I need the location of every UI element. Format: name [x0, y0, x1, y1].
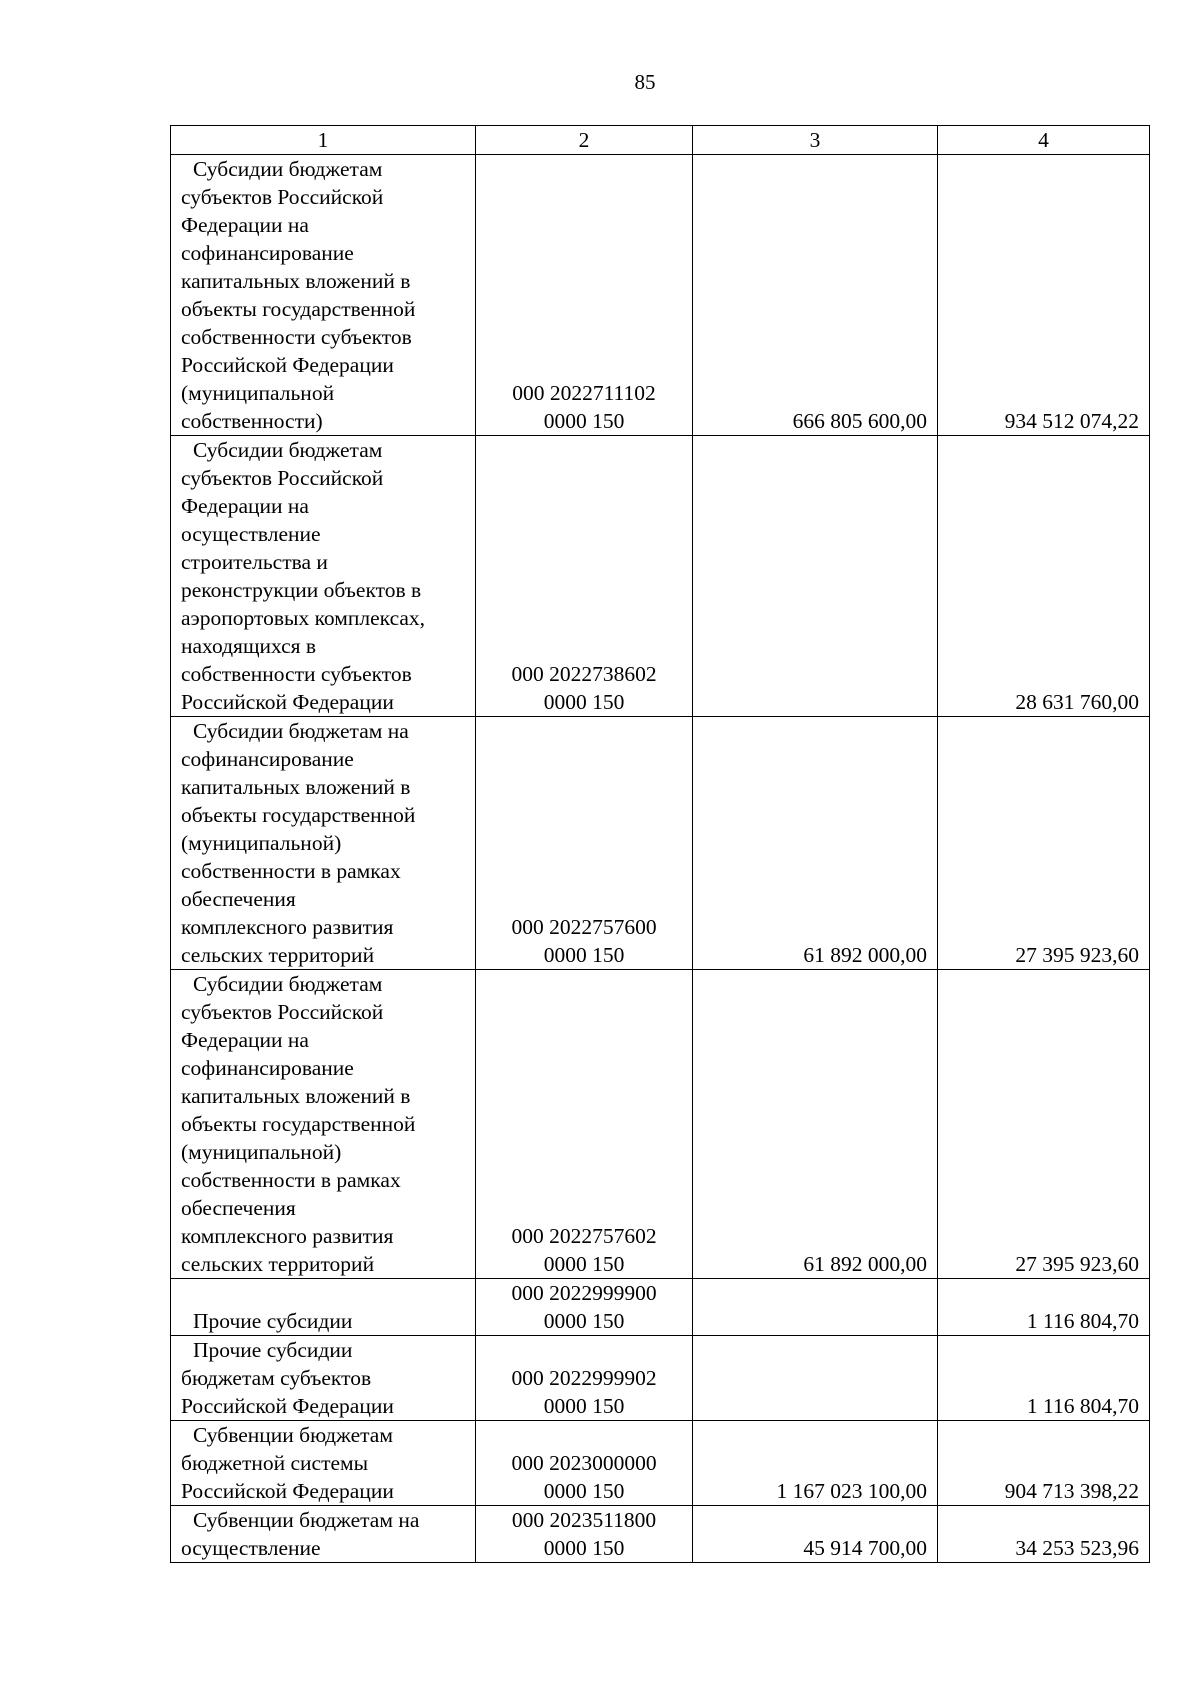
- row-name-line: софинансирование: [181, 241, 354, 265]
- row-code-cell: [476, 1421, 693, 1506]
- row-code-cell: [476, 1336, 693, 1421]
- row-col3-amount: 61 892 000,00: [693, 970, 938, 1279]
- row-code-line: 0000 150: [543, 1394, 625, 1418]
- row-name-line: реконструкции объектов в: [181, 578, 422, 602]
- page-number: 85: [634, 70, 656, 94]
- row-code-cell: [476, 155, 693, 436]
- row-col4-amount: 1 116 804,70: [938, 1279, 1150, 1336]
- row-name-line: Федерации на: [181, 213, 309, 237]
- row-name-line: обеспечения: [181, 1196, 296, 1220]
- row-name-cell: [171, 970, 476, 1279]
- budget-table: [170, 125, 1150, 1563]
- row-name-line: Субсидии бюджетам: [193, 157, 383, 181]
- row-name-line: комплексного развития: [181, 1224, 394, 1248]
- row-name-line: Российской Федерации: [181, 353, 394, 377]
- row-name-cell: [171, 717, 476, 970]
- row-name-line: (муниципальной): [181, 1140, 342, 1164]
- row-col4-amount: 934 512 074,22: [938, 155, 1150, 436]
- row-name-line: сельских территорий: [181, 1252, 375, 1276]
- row-name-line: Субсидии бюджетам: [193, 972, 383, 996]
- row-col3-amount: 61 892 000,00: [693, 717, 938, 970]
- row-name-line: объекты государственной: [181, 297, 416, 321]
- row-name-line: бюджетной системы: [181, 1451, 369, 1475]
- row-col4-amount: 34 253 523,96: [938, 1506, 1150, 1563]
- row-name-line: собственности в рамках: [181, 859, 401, 883]
- row-code-line: 000 2022711102: [512, 381, 656, 405]
- row-name-line: капитальных вложений в: [181, 1084, 411, 1108]
- row-name-line: Прочие субсидии: [193, 1309, 353, 1333]
- row-col4-amount: 27 395 923,60: [938, 970, 1150, 1279]
- row-col3-amount: 1 167 023 100,00: [693, 1421, 938, 1506]
- row-name-line: капитальных вложений в: [181, 269, 411, 293]
- row-code-line: 0000 150: [543, 1536, 625, 1560]
- row-name-line: собственности субъектов: [181, 325, 412, 349]
- row-name-cell: [171, 1506, 476, 1563]
- row-name-line: осуществление: [181, 522, 321, 546]
- table-row: [171, 1421, 1150, 1506]
- row-code-line: 000 2022757602: [511, 1224, 657, 1248]
- row-code-line: 0000 150: [543, 1479, 625, 1503]
- row-name-line: бюджетам субъектов: [181, 1366, 372, 1390]
- row-name-line: собственности): [181, 409, 323, 433]
- row-col4-amount: 1 116 804,70: [938, 1336, 1150, 1421]
- row-name-line: Российской Федерации: [181, 1394, 394, 1418]
- row-name-line: аэропортовых комплексах,: [181, 606, 426, 630]
- table-row: [171, 1279, 1150, 1336]
- row-code-line: 0000 150: [543, 1309, 625, 1333]
- row-col3-amount: 45 914 700,00: [693, 1506, 938, 1563]
- row-name-line: собственности субъектов: [181, 662, 412, 686]
- row-code-line: 000 2022757600: [511, 915, 657, 939]
- row-name-line: субъектов Российской: [181, 1000, 384, 1024]
- row-name-line: Российской Федерации: [181, 1479, 394, 1503]
- row-name-line: Федерации на: [181, 1028, 309, 1052]
- row-name-cell: [171, 1336, 476, 1421]
- row-code-cell: [476, 717, 693, 970]
- row-col3-amount: 666 805 600,00: [693, 155, 938, 436]
- row-name-line: Субвенции бюджетам: [193, 1423, 393, 1447]
- row-col3-amount: [693, 436, 938, 717]
- row-code-line: 000 2022999902: [511, 1366, 657, 1390]
- row-col3-amount: [693, 1279, 938, 1336]
- row-name-line: Прочие субсидии: [193, 1338, 353, 1362]
- row-code-line: 000 2022999900: [511, 1281, 657, 1305]
- row-name-line: сельских территорий: [181, 943, 375, 967]
- row-name-line: объекты государственной: [181, 1112, 416, 1136]
- row-name-line: строительства и: [181, 550, 328, 574]
- row-name-line: находящихся в: [181, 634, 317, 658]
- row-name-cell: [171, 436, 476, 717]
- table-row: [171, 717, 1150, 970]
- row-col3-amount: [693, 1336, 938, 1421]
- table-row: [171, 1506, 1150, 1563]
- row-name-line: (муниципальной: [181, 381, 335, 405]
- table-row: [171, 1336, 1150, 1421]
- header-col-4: 4: [938, 126, 1150, 155]
- table-row: [171, 436, 1150, 717]
- row-col4-amount: 28 631 760,00: [938, 436, 1150, 717]
- row-name-line: софинансирование: [181, 1056, 354, 1080]
- row-name-line: субъектов Российской: [181, 185, 384, 209]
- row-code-cell: [476, 436, 693, 717]
- row-code-line: 000 2022738602: [511, 662, 657, 686]
- table-header-row: [171, 126, 1150, 155]
- header-col-2: 2: [476, 126, 693, 155]
- row-name-line: собственности в рамках: [181, 1168, 401, 1192]
- row-name-line: Федерации на: [181, 494, 309, 518]
- row-code-line: 0000 150: [543, 690, 625, 714]
- row-col4-amount: 904 713 398,22: [938, 1421, 1150, 1506]
- row-name-cell: [171, 155, 476, 436]
- row-name-line: Субсидии бюджетам на: [193, 719, 409, 743]
- row-name-cell: [171, 1279, 476, 1336]
- row-name-line: капитальных вложений в: [181, 775, 411, 799]
- header-col-3: 3: [693, 126, 938, 155]
- row-name-line: Субсидии бюджетам: [193, 438, 383, 462]
- row-name-line: объекты государственной: [181, 803, 416, 827]
- row-code-cell: [476, 970, 693, 1279]
- row-col4-amount: 27 395 923,60: [938, 717, 1150, 970]
- table-row: [171, 970, 1150, 1279]
- row-name-line: софинансирование: [181, 747, 354, 771]
- row-name-line: Российской Федерации: [181, 690, 394, 714]
- row-code-line: 0000 150: [543, 1252, 625, 1276]
- row-name-cell: [171, 1421, 476, 1506]
- table-body: [171, 155, 1150, 1563]
- row-name-line: осуществление: [181, 1536, 321, 1560]
- header-col-1: 1: [171, 126, 476, 155]
- row-name-line: (муниципальной): [181, 831, 342, 855]
- row-code-cell: [476, 1506, 693, 1563]
- row-code-line: 0000 150: [543, 943, 625, 967]
- row-name-line: Субвенции бюджетам на: [193, 1508, 420, 1532]
- row-name-line: комплексного развития: [181, 915, 394, 939]
- row-name-line: субъектов Российской: [181, 466, 384, 490]
- row-code-line: 000 2023511800: [511, 1508, 657, 1532]
- table-row: [171, 155, 1150, 436]
- row-code-line: 0000 150: [543, 409, 625, 433]
- row-code-cell: [476, 1279, 693, 1336]
- row-code-line: 000 2023000000: [511, 1451, 657, 1475]
- row-name-line: обеспечения: [181, 887, 296, 911]
